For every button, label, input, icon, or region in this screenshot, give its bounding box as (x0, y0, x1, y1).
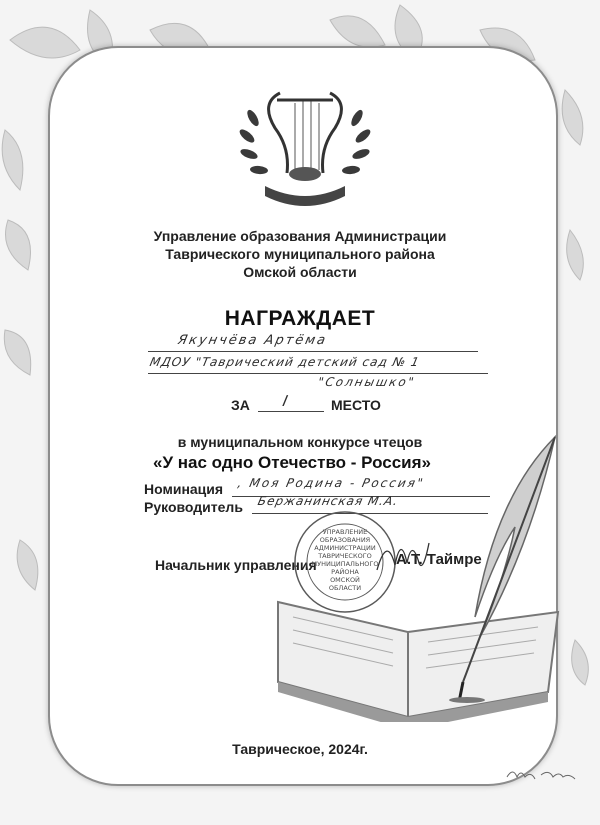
organization-line-1: Управление образования Администрации (153, 228, 447, 244)
place-date: Таврическое, 2024г. (232, 741, 368, 757)
award-title: НАГРАЖДАЕТ (224, 307, 376, 330)
nomination-value: , Моя Родина - Россия" (236, 476, 426, 490)
stamp-line-2: ОБРАЗОВАНИЯ (319, 536, 371, 544)
place-suffix: МЕСТО (331, 397, 381, 413)
quill-pen-icon (445, 432, 565, 707)
supervisor-label: Руководитель (144, 499, 243, 515)
place-value: I (281, 392, 292, 410)
stamp-line-4: ТАВРИЧЕСКОГО (318, 552, 372, 560)
contest-intro: в муниципальном конкурсе чтецов (177, 434, 423, 450)
supervisor-value: Бержанинская М.А. (256, 494, 400, 508)
recipient-institution: МДОУ "Таврический детский сад № 1 (148, 355, 422, 369)
organization-line-3: Омской области (243, 264, 357, 280)
nomination-label: Номинация (144, 481, 224, 497)
organization-line-2: Таврического муниципального района (165, 246, 435, 262)
stamp-line-6: РАЙОНА (331, 568, 359, 576)
stamp-line-3: АДМИНИСТРАЦИИ (314, 544, 376, 552)
lyre-emblem-icon (225, 78, 385, 218)
recipient-name: Якунчёва Артёма (176, 333, 329, 348)
head-title: Начальник управления (155, 557, 317, 573)
place-underline (258, 395, 324, 412)
stamp-line-1: УПРАВЛЕНИЕ (322, 528, 368, 536)
recipient-institution-cont: "Солнышко" (316, 375, 417, 389)
signature-icon (372, 530, 432, 580)
artist-signature-icon (505, 765, 585, 783)
stamp-line-5: МУНИЦИПАЛЬНОГО (311, 560, 379, 568)
place-prefix: ЗА (231, 397, 250, 413)
head-name: А.Т. Таймре (396, 551, 482, 568)
contest-title: «У нас одно Отечество - Россия» (153, 453, 431, 472)
stamp-line-8: ОБЛАСТИ (328, 584, 362, 592)
stamp-line-7: ОМСКОЙ (330, 576, 360, 584)
